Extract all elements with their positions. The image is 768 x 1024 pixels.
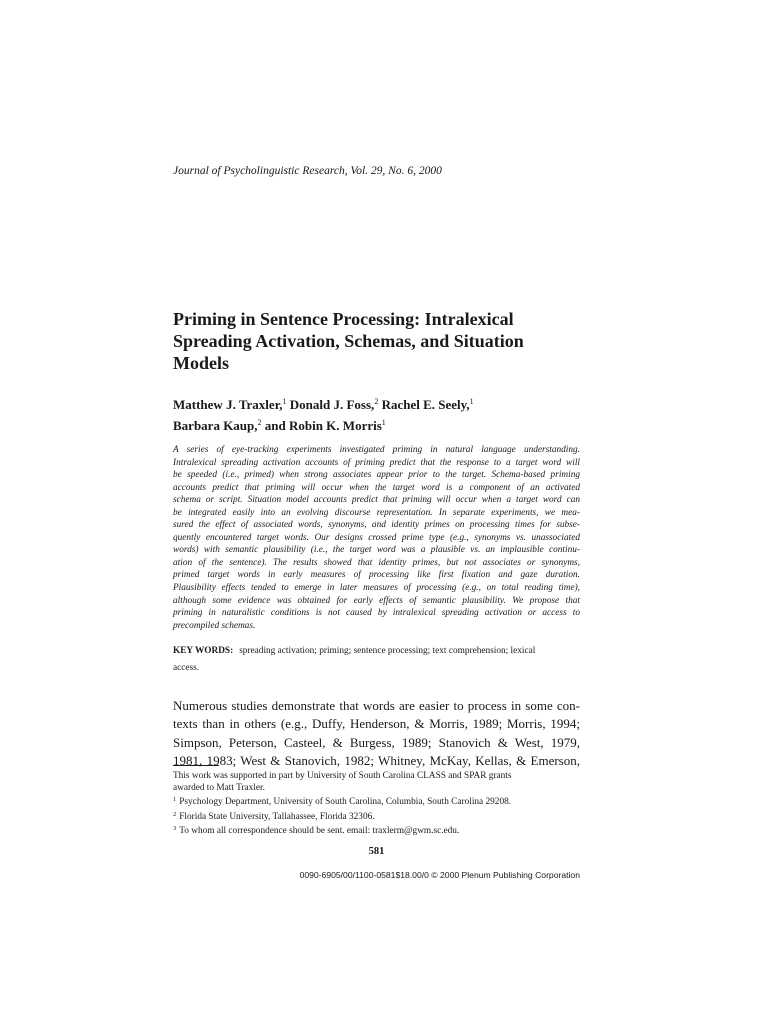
body-line: texts than in others (e.g., Duffy, Henderson, & Morris, 1989; Morris, 1994; bbox=[173, 716, 580, 732]
body-line: Numerous studies demonstrate that words are easier to process in some con- bbox=[173, 698, 580, 713]
support-note-line: awarded to Matt Traxler. bbox=[173, 783, 265, 794]
body-line: Simpson, Peterson, Casteel, & Burgess, 1989; Stanovich & West, 1979, bbox=[173, 734, 580, 750]
author-line bbox=[173, 414, 580, 435]
keywords-label: KEY WORDS: bbox=[173, 646, 234, 656]
abstract-line: schema or script. Situation model accounts predict that priming will occur when a target word can bbox=[173, 495, 580, 506]
footnote-text: Florida State University, Tallahassee, Florida 32306. bbox=[179, 811, 375, 822]
author-list bbox=[173, 393, 580, 435]
abstract-line: words) with semantic plausibility (i.e., the target word was a plausible vs. an implausible continu- bbox=[173, 545, 580, 556]
footnote-text: Psychology Department, University of South Carolina, Columbia, South Carolina 29208. bbox=[179, 797, 512, 808]
abstract-line: precompiled schemas. bbox=[173, 620, 256, 631]
abstract-line: A series of eye-tracking experiments investigated priming in natural language understanding. bbox=[173, 445, 580, 455]
keywords-text: spreading activation; priming; sentence processing; text comprehension; lexical bbox=[239, 646, 536, 656]
title-line: Spreading Activation, Schemas, and Situation bbox=[173, 331, 524, 351]
footnote-text: To whom all correspondence should be sent. email: traxlerm@gwm.sc.edu. bbox=[179, 825, 460, 836]
keywords-line bbox=[173, 643, 580, 660]
abstract-line: Plausibility effects tended to emerge in later measures of processing (e.g., on total reading time), bbox=[173, 583, 580, 594]
footnote-1 bbox=[173, 794, 580, 808]
abstract-line: quently encountered target words. Our designs crossed prime type (e.g., synonyms vs. unassociated bbox=[173, 532, 580, 543]
keywords bbox=[173, 643, 580, 676]
body-line: 1981, 1983; West & Stanovich, 1982; Whitney, McKay, Kellas, & Emerson, bbox=[173, 752, 580, 768]
footnote-divider bbox=[173, 765, 219, 766]
copyright-line: 0090-6905/00/1100-0581$18.00/0 © 2000 Plenum Publishing Corporation bbox=[299, 870, 580, 880]
abstract bbox=[173, 444, 580, 632]
title-line: Priming in Sentence Processing: Intralexical bbox=[173, 309, 514, 329]
author-line bbox=[173, 393, 580, 414]
abstract-line: accounts predict that priming will occur when the target word is a component of an activated bbox=[173, 482, 580, 493]
affiliation-mark: 2 bbox=[257, 418, 262, 427]
affiliation-mark: 1 bbox=[469, 397, 474, 406]
affiliation-mark: 1 bbox=[381, 418, 386, 427]
footnote-2 bbox=[173, 809, 580, 823]
journal-reference: Journal of Psycholinguistic Research, Vol. 29, No. 6, 2000 bbox=[173, 165, 442, 177]
abstract-line: priming in naturalistic conditions is not caused by intralexical spreading activation or access to bbox=[173, 608, 580, 619]
body-text bbox=[173, 697, 580, 770]
footnote-mark: 3 bbox=[173, 824, 177, 832]
author-name: Rachel E. Seely, bbox=[378, 397, 470, 412]
abstract-line: be speeded (i.e., primed) when strong associates appear prior to the target. Schema-based priming bbox=[173, 470, 580, 481]
support-note-line: This work was supported in part by University of South Carolina CLASS and SPAR grants bbox=[173, 771, 512, 781]
footnote-mark: 2 bbox=[173, 810, 177, 818]
keywords-text-continued: access. bbox=[173, 662, 200, 673]
title-line: Models bbox=[173, 353, 229, 373]
abstract-line: primed target words in early measures of processing like first fixation and gaze duration. bbox=[173, 570, 580, 581]
abstract-line: be integrated easily into an evolving discourse representation. In separate experiments, we mea- bbox=[173, 507, 580, 518]
author-name: and Robin K. Morris bbox=[261, 418, 382, 433]
footnote-3 bbox=[173, 823, 580, 837]
author-name: Barbara Kaup, bbox=[173, 418, 258, 433]
footnote-mark: 1 bbox=[173, 796, 177, 804]
abstract-line: ation of the sentence). The results showed that identity primes, but not associates or synonyms, bbox=[173, 557, 580, 568]
article-title bbox=[173, 308, 580, 374]
footnotes bbox=[173, 770, 580, 837]
author-name: Donald J. Foss, bbox=[286, 397, 375, 412]
author-name: Matthew J. Traxler, bbox=[173, 397, 283, 412]
page-number: 581 bbox=[368, 846, 385, 857]
abstract-line: Intralexical spreading activation accounts of priming predict that the response to a target word will bbox=[173, 457, 580, 468]
affiliation-mark: 2 bbox=[374, 397, 379, 406]
abstract-line: although some evidence was obtained for early effects of semantic plausibility. We propose that bbox=[173, 595, 580, 606]
affiliation-mark: 1 bbox=[282, 397, 287, 406]
abstract-line: sured the effect of associated words, synonyms, and identity primes on processing times for subse- bbox=[173, 520, 580, 531]
